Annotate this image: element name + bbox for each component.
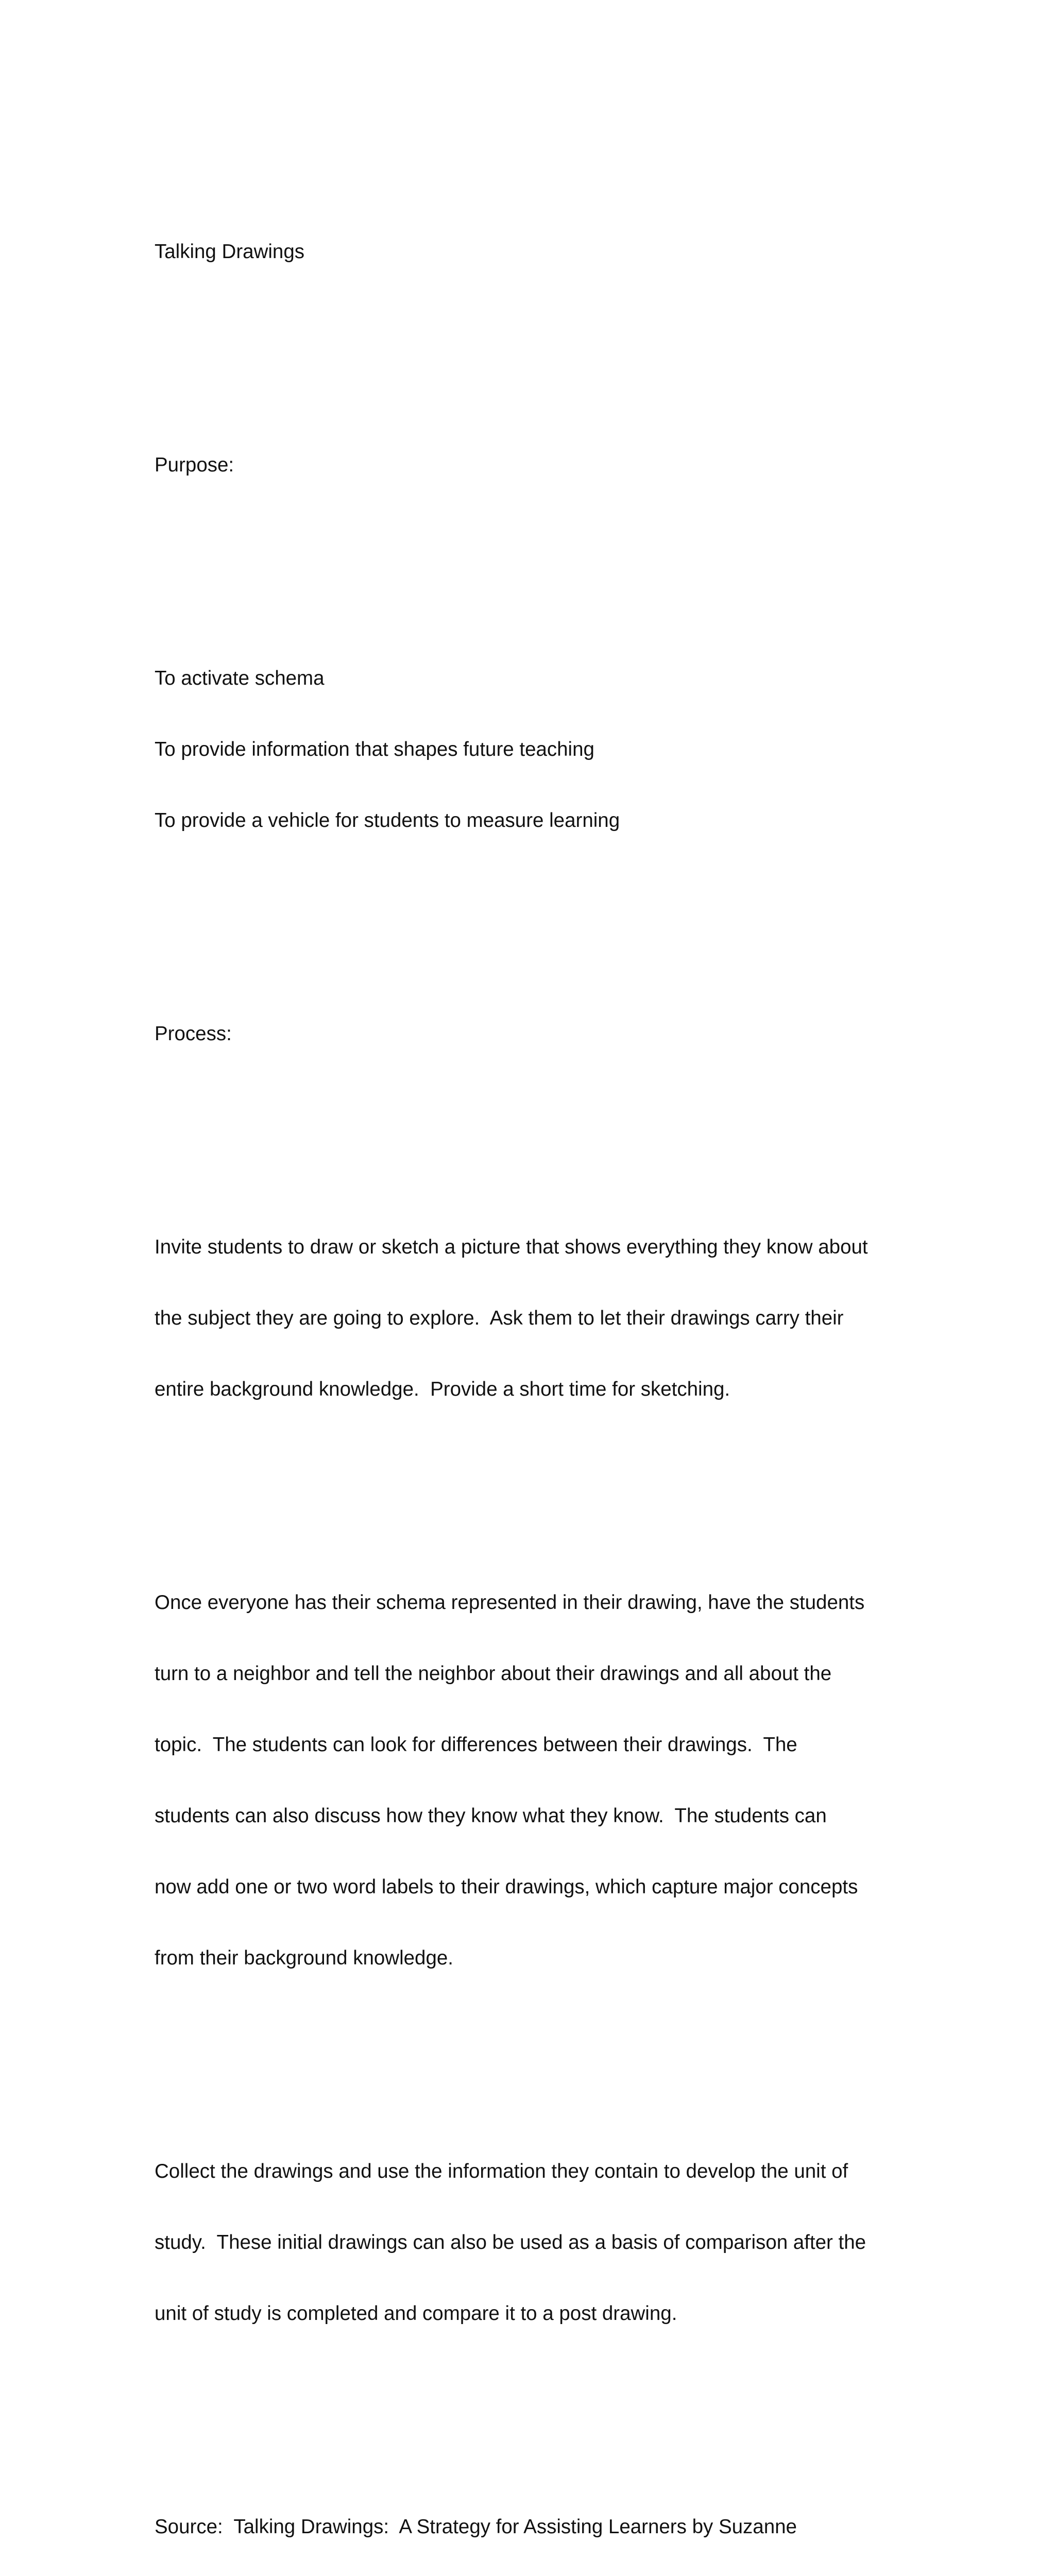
paragraph-line: unit of study is completed and compare it to a post drawing.: [155, 2302, 677, 2325]
process-paragraph-2: [155, 1544, 907, 2018]
document-body: [155, 122, 907, 2576]
document-title: Talking Drawings: [155, 241, 305, 263]
paragraph-line: study. These initial drawings can also be used as a basis of comparison after the: [155, 2231, 866, 2253]
source-line-1: Source: Talking Drawings: A Strategy for Assisting Learners by Suzanne: [155, 2516, 797, 2538]
paragraph-line: from their background knowledge.: [155, 1947, 453, 1969]
document-title-block: [155, 193, 907, 311]
process-heading-block: [155, 975, 907, 1093]
paragraph-line: now add one or two word labels to their drawings, which capture major concepts: [155, 1876, 858, 1898]
purpose-item: To activate schema: [155, 667, 325, 689]
paragraph-line: entire background knowledge. Provide a short time for sketching.: [155, 1378, 730, 1400]
purpose-list: [155, 619, 907, 880]
paragraph-line: Once everyone has their schema represented in their drawing, have the students: [155, 1591, 865, 1614]
purpose-heading: Purpose:: [155, 454, 234, 476]
purpose-item: To provide a vehicle for students to measure learning: [155, 809, 620, 832]
process-paragraph-3: [155, 2112, 907, 2373]
paragraph-line: topic. The students can look for differences between their drawings. The: [155, 1734, 797, 1756]
paragraph-line: the subject they are going to explore. Ask them to let their drawings carry their: [155, 1307, 844, 1329]
paragraph-line: Invite students to draw or sketch a picture that shows everything they know about: [155, 1236, 868, 1258]
paragraph-line: turn to a neighbor and tell the neighbor about their drawings and all about the: [155, 1663, 832, 1685]
purpose-item: To provide information that shapes future teaching: [155, 738, 594, 760]
process-paragraph-1: [155, 1188, 907, 1449]
paragraph-line: students can also discuss how they know what they know. The students can: [155, 1805, 827, 1827]
process-heading: Process:: [155, 1023, 232, 1045]
source-citation: [155, 2468, 907, 2576]
paragraph-line: Collect the drawings and use the information they contain to develop the unit of: [155, 2160, 848, 2182]
purpose-heading-block: [155, 406, 907, 524]
